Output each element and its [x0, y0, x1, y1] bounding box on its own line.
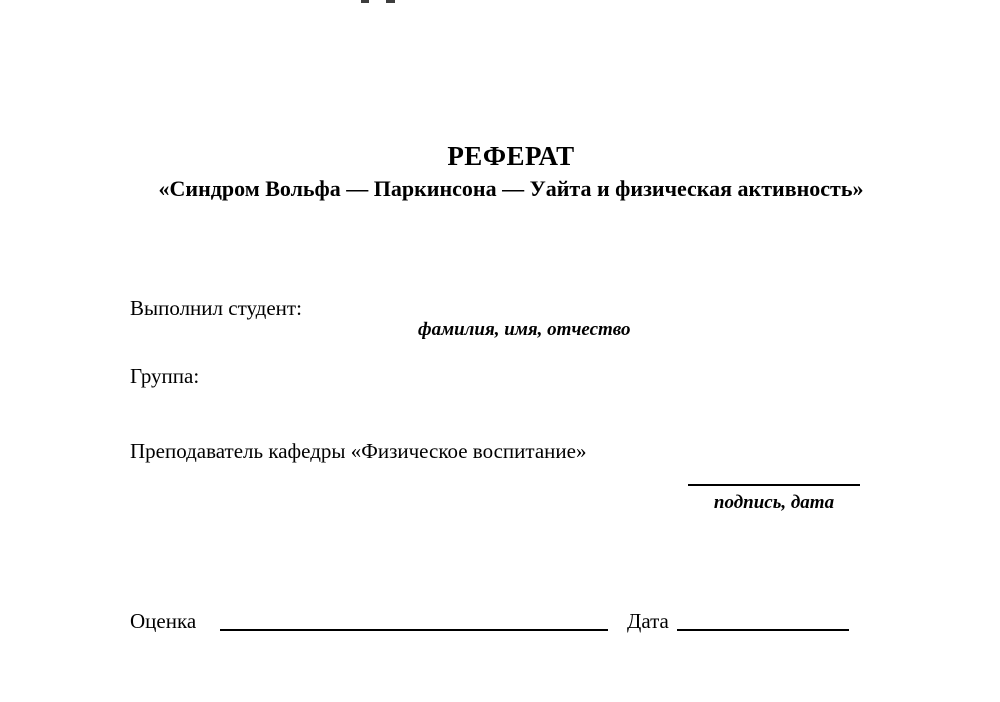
- report-subtitle: «Синдром Вольфа — Паркинсона — Уайта и физическая активность»: [158, 176, 864, 201]
- report-title: РЕФЕРАТ: [447, 141, 575, 171]
- clipped-text-artifact: [361, 0, 369, 3]
- date-label: Дата: [627, 609, 669, 633]
- grade-label: Оценка: [130, 609, 197, 633]
- student-label: Выполнил студент:: [130, 296, 302, 320]
- teacher-label: Преподаватель кафедры «Физическое воспитание»: [130, 439, 587, 463]
- signature-hint: подпись, дата: [713, 492, 835, 513]
- date-fill-line: [677, 629, 849, 631]
- grade-fill-line: [220, 629, 608, 631]
- signature-line: [688, 484, 860, 486]
- group-label: Группа:: [130, 364, 200, 388]
- clipped-text-artifact: [386, 0, 395, 3]
- student-name-hint: фамилия, имя, отчество: [418, 319, 631, 340]
